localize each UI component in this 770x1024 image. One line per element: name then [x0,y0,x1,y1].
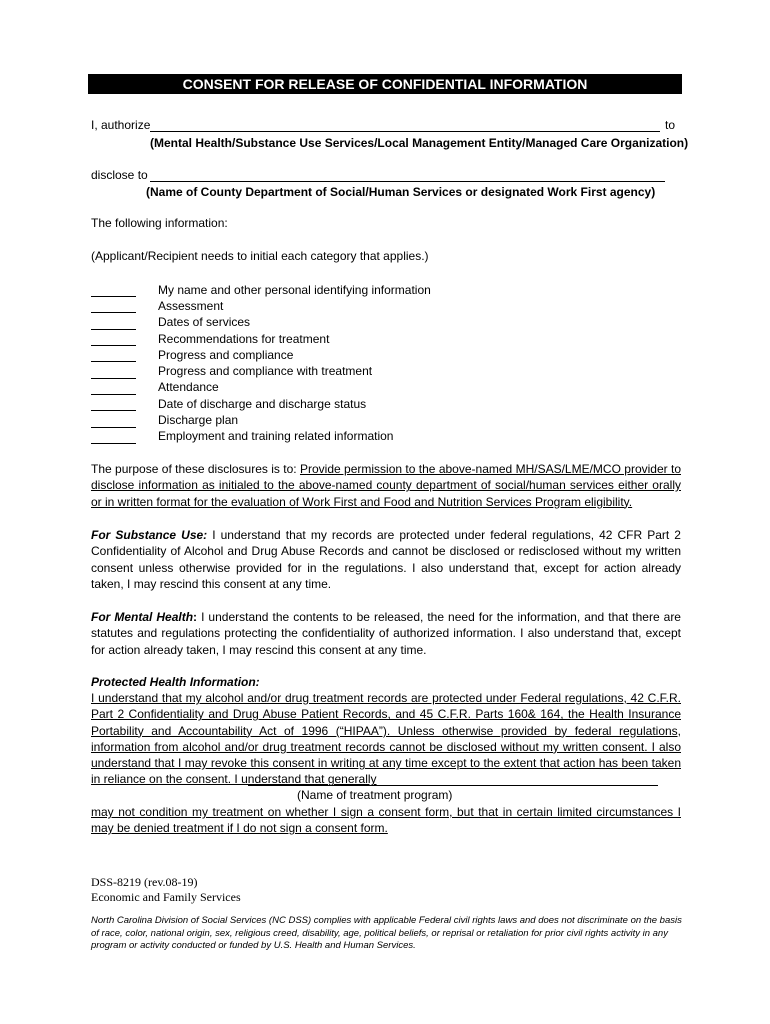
mental-health-text: I understand the contents to be released, the need for the information, and that there are statutes and regulations protecting the confidentiality of authorized information. I also understand that, except for action already taken, I may rescind this consent at any time. [91,610,681,657]
initial-field[interactable] [91,378,136,379]
initial-field[interactable] [91,361,136,362]
initial-field[interactable] [91,394,136,395]
initial-field[interactable] [91,427,136,428]
category-item: Attendance [158,380,219,394]
authorize-label: I, authorize [91,118,151,132]
disclose-label: disclose to [91,168,148,182]
initial-field[interactable] [91,296,136,297]
form-title: CONSENT FOR RELEASE OF CONFIDENTIAL INFORMATION [88,74,682,94]
initial-field[interactable] [91,443,136,444]
category-item: Dates of services [158,315,251,329]
substance-use-paragraph [91,527,681,592]
following-info-text: The following information: [91,216,228,230]
category-item: Recommendations for treatment [158,332,330,346]
mental-health-colon: : [193,610,198,624]
category-item: Date of discharge and discharge status [158,397,367,411]
phi-closing: may not condition my treatment on whether I sign a consent form, but that in certain limited circumstances I may be denied treatment if I do not sign a consent form. [91,805,681,836]
purpose-text: Provide permission to the above-named MH/SAS/LME/MCO provider to disclose information as initialed to the above-named county department of social/human services either orally or in written format for the evaluation of Work First and Food and Nutrition Services Program eligibility. [91,462,681,509]
authorize-to-label: to [665,118,676,132]
treatment-program-field[interactable] [248,785,658,786]
category-item: Progress and compliance with treatment [158,364,373,378]
initial-field[interactable] [91,329,136,330]
phi-label: Protected Health Information: [91,675,260,689]
category-item: Assessment [158,299,224,313]
treatment-program-caption: (Name of treatment program) [297,788,453,802]
disclose-caption: (Name of County Department of Social/Human Services or designated Work First agency) [146,185,656,199]
purpose-lead: The purpose of these disclosures is to: [91,462,297,476]
initial-field[interactable] [91,410,136,411]
category-item: Progress and compliance [158,348,294,362]
initial-field[interactable] [91,312,136,313]
category-item: My name and other personal identifying information [158,283,431,297]
mental-health-paragraph [91,609,681,658]
category-item: Employment and training related information [158,429,394,443]
substance-use-text: I understand that my records are protected under federal regulations, 42 CFR Part 2 Confidentiality of Alcohol and Drug Abuse Records and cannot be disclosed or redisclosed without my written consent unless otherwise provided for in the regulations. I also understand that, except for action already taken, I may rescind this consent at any time. [91,528,681,591]
phi-text: I understand that my alcohol and/or drug treatment records are protected under Federal regulations, 42 C.F.R. Part 2 Confidentiality and Drug Abuse Patient Records, and 45 C.F.R. Parts 160& 164, the Health Insurance Portability and Accountability Act of 1996 (“HIPAA”). Unless otherwise provided by federal regulations, information from alcohol and/or drug treatment records cannot be disclosed without my written consent. I also understand that I may revoke this consent in writing at any time except to the extent that action has been taken in reliance on the consent. I understand that generally [91,691,681,787]
initial-note: (Applicant/Recipient needs to initial each category that applies.) [91,249,429,263]
category-item: Discharge plan [158,413,239,427]
purpose-paragraph [91,461,681,510]
authorize-provider-field[interactable] [150,131,660,132]
nondiscrimination-notice: North Carolina Division of Social Services (NC DSS) complies with applicable Federal civil rights laws and does not discriminate on the basis of race, color, national origin, sex, religious creed, disability, age, political beliefs, or reprisal or retaliation for prior civil rights activity in any program or activity conducted or funded by U.S. Health and Human Services. [91,915,682,951]
disclose-agency-field[interactable] [150,181,665,182]
substance-use-label: For Substance Use: [91,528,208,542]
initial-field[interactable] [91,345,136,346]
form-number: DSS-8219 (rev.08-19) [91,875,198,889]
authorize-caption: (Mental Health/Substance Use Services/Local Management Entity/Managed Care Organization) [150,136,689,150]
mental-health-label: For Mental Health [91,610,194,624]
division-name: Economic and Family Services [91,890,241,904]
